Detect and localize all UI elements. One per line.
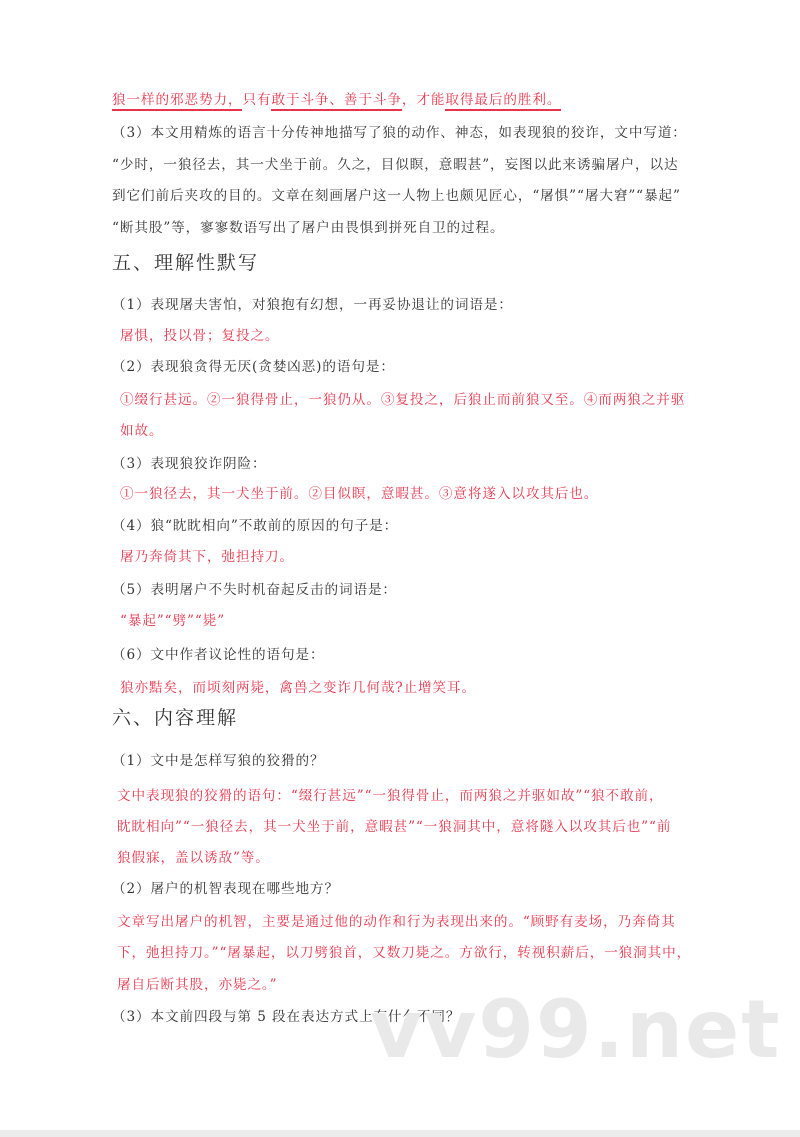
- answer: 眈眈相向”“一狼径去，其一犬坐于前，意暇甚”“一狼洞其中，意将隧入以攻其后也”“前: [117, 819, 672, 835]
- conclusion-line: [112, 91, 561, 109]
- paragraph-line: “断其股”等，寥寥数语写出了屠户由畏惧到拼死自卫的过程。: [112, 220, 505, 236]
- answer: 屠惧，投以骨；复投之。: [120, 328, 280, 344]
- paragraph-line: “少时，一狼径去，其一犬坐于前。久之，目似瞑，意暇甚”，妄图以此来诱骗屠户，以达: [112, 157, 679, 173]
- question: （2）表现狼贪得无厌(贪婪凶恶)的语句是：: [112, 359, 395, 375]
- question: （3）表现狼狡诈阴险：: [112, 456, 267, 472]
- underlined-text: 敢于斗争、善于斗争: [271, 92, 401, 111]
- section-heading: 五、理解性默写: [112, 252, 260, 274]
- question: （1）表现屠夫害怕，对狼抱有幻想，一再妥协退让的词语是：: [112, 297, 513, 313]
- answer: ①缀行甚远。②一狼得骨止，一狼仍从。③复投之，后狼止而前狼又至。④而两狼之并驱: [120, 392, 686, 408]
- answer: 文章写出屠户的机智，主要是通过他的动作和行为表现出来的。“顾野有麦场，乃奔倚其: [117, 914, 676, 930]
- answer: 狼假寐，盖以诱敌”等。: [117, 850, 270, 866]
- section-heading: 六、内容理解: [112, 707, 239, 729]
- answer: 下，弛担持刀。”“屠暴起，以刀劈狼首，又数刀毙之。方欲行，转视积薪后，一狼洞其中，: [117, 945, 692, 961]
- answer: “暴起”“劈”“毙”: [120, 613, 226, 629]
- answer: 屠乃奔倚其下，弛担持刀。: [120, 549, 294, 565]
- answer: 文中表现狼的狡猾的语句：“缀行甚远”“一狼得骨止，而两狼之并驱如故”“狼不敢前，: [117, 788, 664, 804]
- paragraph-line: （3）本文用精炼的语言十分传神地描写了狼的动作、神态，如表现狼的狡诈，文中写道：: [112, 125, 687, 141]
- answer: 如故。: [120, 423, 164, 439]
- question: （5）表明屠户不失时机奋起反击的词语是：: [112, 582, 397, 598]
- watermark: vv99.net: [370, 983, 782, 1076]
- question: （3）本文前四段与第 5 段在表达方式上有什么不同？: [112, 1009, 461, 1025]
- question: （6）文中作者议论性的语句是：: [112, 647, 325, 663]
- answer: 屠自后断其股，亦毙之。”: [117, 977, 278, 993]
- question: （2）屠户的机智表现在哪些地方？: [112, 881, 339, 897]
- question: （1）文中是怎样写狼的狡猾的？: [112, 753, 325, 769]
- answer: 狼亦黠矣，而顷刻两毙，禽兽之变诈几何哉?止增笑耳。: [120, 680, 477, 696]
- underlined-text: 狼一样的邪恶势力，: [112, 92, 242, 111]
- paragraph-line: 到它们前后夹攻的目的。文章在刻画屠户这一人物上也颇见匠心，“屠惧”“屠大窘”“暴起”: [112, 188, 681, 204]
- page-edge: [0, 1130, 800, 1137]
- underlined-text: 取得最后的胜利。: [445, 92, 561, 111]
- text: ，才能: [401, 92, 446, 108]
- question: （4）狼“眈眈相向”不敢前的原因的句子是：: [112, 518, 399, 534]
- text: 只有: [242, 92, 272, 108]
- answer: ①一狼径去，其一犬坐于前。②目似瞑，意暇甚。③意将遂入以攻其后也。: [120, 486, 599, 502]
